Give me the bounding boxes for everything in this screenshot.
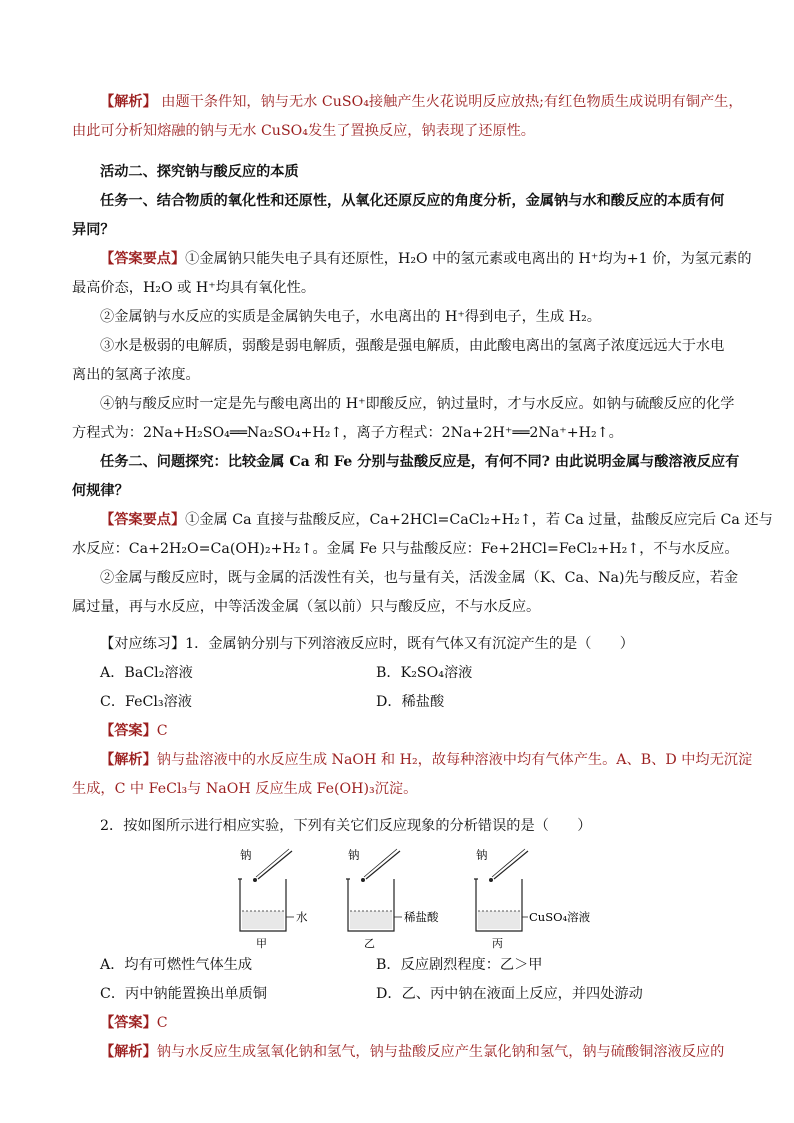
q1-options-row1	[72, 659, 732, 688]
tongs-icon	[494, 851, 528, 879]
answer-tag: 【答案要点】	[100, 512, 186, 528]
q1-option-a: A．BaCl₂溶液	[100, 665, 193, 681]
q1-answer	[72, 717, 732, 746]
answer-tag: 【答案】	[100, 723, 157, 739]
beaker-diagram	[72, 843, 732, 951]
activity2-title: 活动二、探究钠与酸反应的本质	[100, 164, 299, 180]
liquid-label: CuSO₄溶液	[529, 910, 591, 924]
answer1-p4-line2: 方程式为：2Na+H₂SO₄══Na₂SO₄+H₂↑，离子方程式：2Na+2H⁺══2Na⁺+H₂↑。	[72, 425, 623, 441]
analysis-tag: 【解析】	[100, 1044, 157, 1060]
beaker-caption: 丙	[492, 937, 503, 950]
beaker-figure	[72, 843, 732, 951]
intro-analysis-line1	[72, 88, 743, 117]
q2-option-d: D．乙、丙中钠在液面上反应，并四处游动	[376, 986, 643, 1002]
task1-line2: 异同？	[72, 222, 115, 238]
q1-option-b: B．K₂SO₄溶液	[376, 665, 473, 681]
analysis-tag: 【解析】	[100, 94, 157, 110]
beaker-bing	[474, 848, 591, 950]
q2-option-a: A．均有可燃性气体生成	[100, 957, 253, 973]
answer-text: ①金属钠只能失电子具有还原性，H₂O 中的氢元素或电离出的 H⁺均为+1 价，为氢元素的	[185, 251, 752, 267]
answer1-p1-line1	[72, 245, 752, 274]
task2-line2: 何规律？	[72, 483, 129, 499]
q2-options-row2	[72, 980, 732, 1009]
beaker-top-label: 钠	[348, 848, 360, 862]
answer2-p1-line1	[72, 506, 773, 535]
analysis-tag: 【解析】	[100, 752, 157, 768]
answer1-p2: ②金属钠与水反应的实质是金属钠失电子，水电离出的 H⁺得到电子，生成 H₂。	[100, 309, 601, 325]
beaker-top-label: 钠	[240, 848, 252, 862]
q1-analysis-line1	[72, 746, 753, 775]
answer1-p3-line2: 离出的氢离子浓度。	[72, 367, 200, 383]
answer-text: ①金属 Ca 直接与盐酸反应，Ca+2HCl=CaCl₂+H₂↑，若 Ca 过量，盐酸反应完后 Ca 还与	[185, 512, 773, 528]
beaker-yi	[346, 848, 439, 950]
analysis-text: 钠与水反应生成氢氧化钠和氢气，钠与盐酸反应产生氯化钠和氢气，钠与硫酸铜溶液反应的	[156, 1044, 725, 1060]
analysis-text: 由题干条件知，钠与无水 CuSO₄接触产生火花说明反应放热;有红色物质生成说明有铜产生，	[161, 94, 743, 110]
q2-option-c: C．丙中钠能置换出单质铜	[100, 986, 267, 1002]
tongs-icon	[258, 851, 292, 879]
tongs-icon	[366, 851, 400, 879]
liquid-label: 稀盐酸	[404, 910, 439, 924]
q1-options-row2	[72, 688, 732, 717]
answer-tag: 【答案要点】	[100, 251, 186, 267]
answer-value: C	[156, 723, 168, 739]
q1-option-c: C．FeCl₃溶液	[100, 694, 192, 710]
task1-line1: 任务一、结合物质的氧化性和还原性，从氧化还原反应的角度分析，金属钠与水和酸反应的本质有何	[100, 193, 725, 209]
answer-tag: 【答案】	[100, 1015, 157, 1031]
beaker-jia	[238, 848, 308, 950]
q2-stem: 2．按如图所示进行相应实验，下列有关它们反应现象的分析错误的是（ ）	[100, 818, 592, 834]
document-page	[72, 88, 773, 1067]
task2-line1: 任务二、问题探究：比较金属 Ca 和 Fe 分别与盐酸反应是，有何不同? 由此说明金属与酸溶液反应有	[100, 454, 740, 470]
q1-analysis-line2: 生成，C 中 FeCl₃与 NaOH 反应生成 Fe(OH)₃沉淀。	[72, 781, 418, 797]
answer2-p2-line1: ②金属与酸反应时，既与金属的活泼性有关，也与量有关，活泼金属（K、Ca、Na)先与酸反应，若金	[100, 570, 739, 586]
q2-options-row1	[72, 951, 732, 980]
answer1-p4-line1: ④钠与酸反应时一定是先与酸电离出的 H⁺即酸反应，钠过量时，才与水反应。如钠与硫酸反应的化学	[100, 396, 735, 412]
answer2-p1-line2: 水反应：Ca+2H₂O=Ca(OH)₂+H₂↑。金属 Fe 只与盐酸反应：Fe+2HCl=FeCl₂+H₂↑，不与水反应。	[72, 541, 739, 557]
analysis-text: 钠与盐溶液中的水反应生成 NaOH 和 H₂，故每种溶液中均有气体产生。A、B、D 中均无沉淀	[156, 752, 753, 768]
q2-answer	[72, 1009, 732, 1038]
beaker-top-label: 钠	[476, 848, 488, 862]
q2-option-b: B．反应剧烈程度：乙＞甲	[376, 957, 543, 973]
q2-analysis-line1	[72, 1038, 732, 1067]
beaker-caption: 甲	[256, 937, 267, 950]
answer-value: C	[156, 1015, 168, 1031]
intro-analysis-line2: 由此可分析知熔融的钠与无水 CuSO₄发生了置换反应，钠表现了还原性。	[72, 123, 535, 139]
q1-option-d: D．稀盐酸	[376, 694, 445, 710]
beaker-caption: 乙	[364, 937, 375, 950]
answer2-p2-line2: 属过量，再与水反应，中等活泼金属（氢以前）只与酸反应，不与水反应。	[72, 599, 541, 615]
answer1-p3-line1: ③水是极弱的电解质，弱酸是弱电解质，强酸是强电解质，由此酸电离出的氢离子浓度远远大于水电	[100, 338, 725, 354]
liquid-label: 水	[296, 910, 308, 924]
q1-stem: 【对应练习】1．金属钠分别与下列溶液反应时，既有气体又有沉淀产生的是（ ）	[100, 636, 634, 652]
answer1-p1-line2: 最高价态，H₂O 或 H⁺均具有氧化性。	[72, 280, 316, 296]
